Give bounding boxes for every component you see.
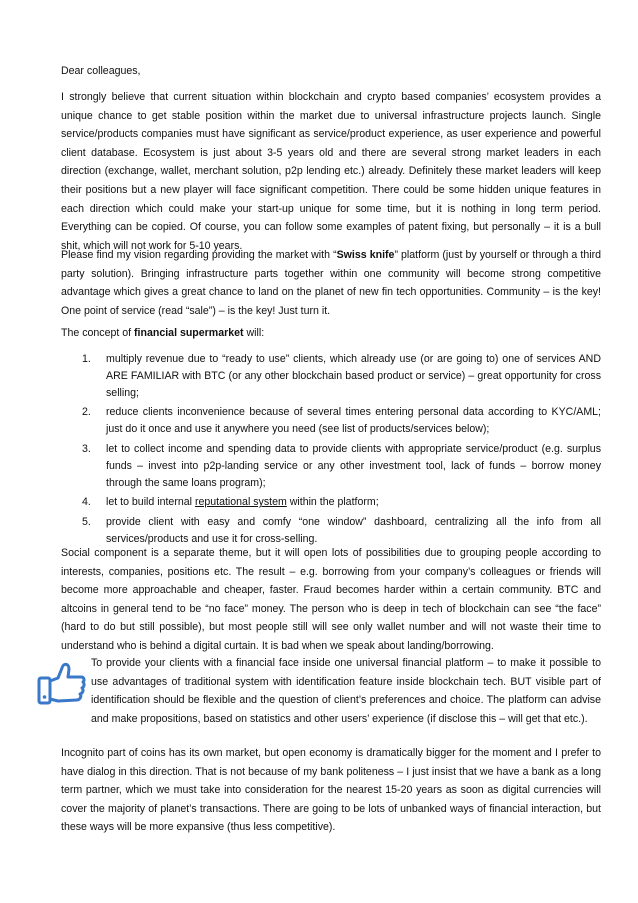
list-item (80, 404, 601, 438)
list-number: 2. (82, 406, 91, 419)
list-number: 4. (82, 496, 91, 509)
p3-text-before: The concept of (61, 327, 135, 339)
list-item (80, 494, 601, 511)
list-item-text: provide client with easy and comfy “one window” dashboard, centralizing all the info from all services/products and use it for cross-selling. (106, 516, 601, 545)
list-item-text-before: let to build internal (106, 496, 195, 509)
list-number: 1. (82, 353, 91, 365)
paragraph-social: Social component is a separate theme, but it will open lots of possibilities due to grouping people according to interests, companies, positions etc. The result – e.g. borrowing from your company’s colleagues or friends will become more approachable and cheaper, faster. Fraud becomes harder within a certain community. BTC and altcoins in general tend to be “no face” money. The person who is deep in tech of blockchain can see “the face” (hard to do but still possible), but most people still will see only wallet number and will not waste their time to understand who is behind a digital curtain. It is bad when we speak about landing/borrowing. (61, 547, 601, 652)
paragraph-intro: I strongly believe that current situation within blockchain and crypto based companies’ ecosystem provides a unique chance to get stable position within the market due to universal infrastructure projects launch. Single service/products companies must have significant as service/product experience, as user experience and powerful client database. Ecosystem is just about 3-5 years old and there are several strong market leaders in each direction (exchange, wallet, merchant solution, p2p lending etc.) already. Definitely these market leaders will keep their positions but a new player will face significant competition. There could be some hidden unique features in each direction which could make your start-up unique for some time, but it is nothing in long term period. Everything can be copied. Of course, you can follow some examples of patent fixing, but personally – it is a bull shit, which will not work for 5-10 years. (61, 91, 601, 252)
list-item-text-after: within the platform; (286, 496, 379, 509)
p2-text-before: Please find my vision regarding providing the market with “ (61, 249, 337, 261)
list-item-text: let to collect income and spending data to provide clients with appropriate service/product (e.g. surplus funds – invest into p2p-landing service or any other investment tool, lack of funds – borrow money through the same loans program); (106, 442, 601, 489)
list-number: 3. (82, 442, 91, 455)
paragraph-incognito: Incognito part of coins has its own market, but open economy is dramatically bigger for the moment and I prefer to have dialog in this direction. That is not because of my bank politeness – I just insist that we have a bank as a long term partner, which we must take into consideration for the nearest 15-20 years as soon as digital currencies will cover the majority of planet’s transactions. There are going to be lots of unbanked ways of financial interaction, but these ways will be more expansive (thus less competitive). (61, 747, 601, 834)
list-item-underlined: reputational system (194, 496, 287, 509)
thumbs-up-icon (36, 656, 88, 708)
quote-paragraph: To provide your clients with a financial face inside one universal financial platform – to make it possible to use advantages of traditional system with identification feature inside blockchain tech. BUT visible part of identification should be flexible and the question of client’s preferences and choice. The platform can advise and make propositions, based on statistics and other users’ experience (if disclose this – will get that etc.). (91, 657, 601, 725)
p2-text-after: ” platform (just by yourself or through a third party solution). Bringing infrastructure parts together within one community will become strong competitive advantage which gives a great chance to land on the planet of new fin tech opportunities. Community – is the key! One point of service (read “sale”) – is the key! Just turn it. (61, 249, 601, 317)
list-item (80, 351, 601, 401)
list-number: 5. (82, 516, 91, 529)
list-item (80, 514, 601, 548)
greeting: Dear colleagues, (61, 65, 141, 77)
p3-bold-term: financial supermarket (134, 327, 244, 339)
list-item-text: reduce clients inconvenience because of several times entering personal data according to KYC/AML; just do it once and use it anywhere you need (see list of products/services below); (106, 406, 601, 436)
paragraph-swiss-knife (61, 246, 601, 320)
paragraph-concept (61, 324, 601, 343)
list-item (80, 441, 601, 491)
p2-bold-term: Swiss knife (336, 249, 395, 261)
list-item-text: multiply revenue due to “ready to use” clients, which already use (or are going to) one of services AND ARE FAMILIAR with BTC (or any other blockchain based product or service) – great opportunity for cross selling; (106, 353, 601, 399)
p3-text-after: will: (243, 327, 265, 339)
concept-list (80, 351, 601, 551)
